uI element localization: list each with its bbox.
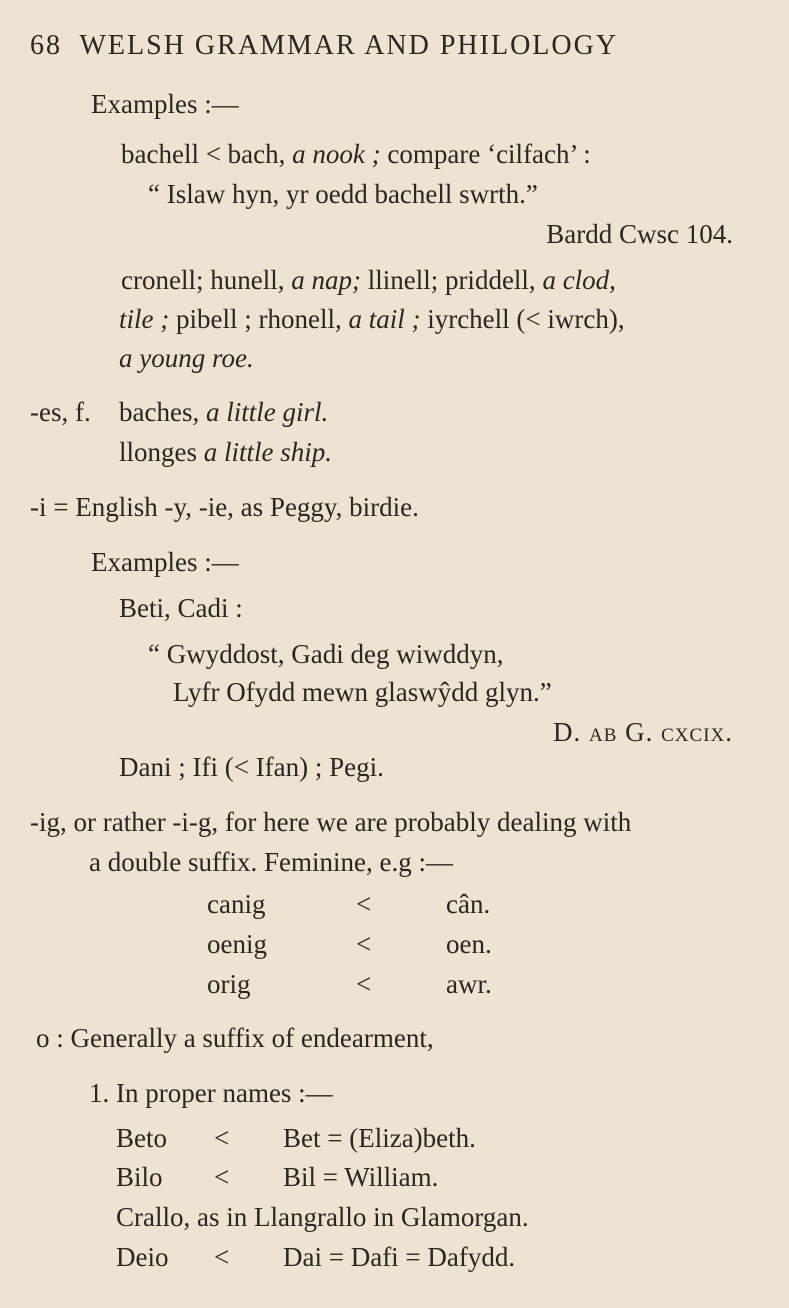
ig-row-3-sign: < (356, 969, 372, 999)
es-example-1: baches, a little girl. (119, 397, 329, 427)
i-quote-1: “ Gwyddost, Gadi deg wiwddyn, (148, 639, 504, 669)
ig-line-1: -ig, or rather -i-g, for here we are probably dealing with (30, 807, 632, 837)
ig-row-3-source: awr. (446, 969, 492, 999)
o-crallo: Crallo, as in Llangrallo in Glamorgan. (116, 1202, 529, 1232)
ig-row-2-source: oen. (446, 929, 492, 959)
ig-row-2-sign: < (356, 929, 372, 959)
o-row-2-rest: Bil = William. (283, 1162, 439, 1192)
pibell-line: tile ; pibell ; rhonell, a tail ; iyrchell (< iwrch), (119, 304, 625, 334)
o-row-1-name: Beto (116, 1123, 167, 1153)
i-example-1: Beti, Cadi : (119, 593, 243, 623)
i-citation: D. ab G. cxcix. (552, 717, 733, 747)
o-deio-rest: Dai = Dafi = Dafydd. (283, 1242, 516, 1272)
bachell-line: bachell < bach, a nook ; compare ‘cilfach’ : (121, 139, 591, 169)
bachell-quote: “ Islaw hyn, yr oedd bachell swrth.” (148, 179, 538, 209)
o-row-2-sign: < (214, 1162, 230, 1192)
i-quote-2: Lyfr Ofydd mewn glaswŷdd glyn.” (173, 677, 552, 707)
ig-line-2: a double suffix. Feminine, e.g :— (89, 847, 453, 877)
ig-row-1-source: cân. (446, 889, 491, 919)
o-deio-sign: < (214, 1242, 230, 1272)
ig-row-1-sign: < (356, 889, 372, 919)
i-examples-label: Examples :— (91, 547, 239, 577)
i-example-2: Dani ; Ifi (< Ifan) ; Pegi. (119, 752, 384, 782)
ig-row-2-word: oenig (207, 929, 267, 959)
es-suffix: -es, f. (30, 397, 91, 427)
ig-row-1-word: canig (207, 889, 266, 919)
o-intro: o : Generally a suffix of endearment, (36, 1023, 434, 1053)
o-row-2-name: Bilo (116, 1162, 163, 1192)
o-row-1-rest: Bet = (Eliza)beth. (283, 1123, 476, 1153)
o-deio-name: Deio (116, 1242, 169, 1272)
examples-label: Examples :— (91, 89, 239, 119)
bachell-citation: Bardd Cwsc 104. (546, 219, 733, 249)
page-header (30, 30, 618, 62)
o-row-1-sign: < (214, 1123, 230, 1153)
page-number: 68 (30, 30, 62, 61)
es-example-2: llonges a little ship. (119, 437, 332, 467)
cronell-line: cronell; hunell, a nap; llinell; priddell, a clod, (121, 265, 616, 295)
i-intro: -i = English -y, -ie, as Peggy, birdie. (30, 492, 419, 522)
running-title: WELSH GRAMMAR AND PHILOLOGY (79, 30, 619, 61)
o-sub-heading: 1. In proper names :— (89, 1078, 333, 1108)
ig-row-3-word: orig (207, 969, 251, 999)
young-roe-line: a young roe. (119, 343, 254, 373)
